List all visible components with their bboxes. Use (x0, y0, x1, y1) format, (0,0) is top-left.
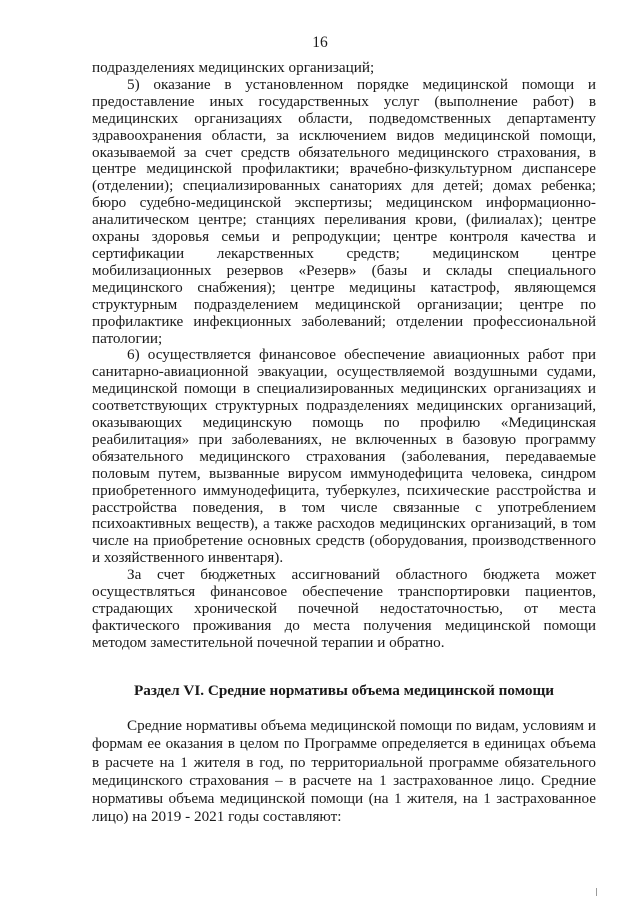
page-number: 16 (312, 34, 328, 51)
section-body (92, 717, 596, 827)
scan-mark (596, 888, 597, 896)
paragraph-transport: За счет бюджетных ассигнований областного бюджета может осуществляться финансовое обеспечение транспортировки пациентов, страдающих хронической почечной недостаточностью, от места фактического проживания до места получения медицинской помощи методом заместительной почечной терапии и обратно. (92, 566, 596, 651)
paragraph-continuation: подразделениях медицинских организаций; (92, 59, 375, 76)
section-paragraph: Средние нормативы объема медицинской помощи по видам, условиям и формам ее оказания в целом по Программе определяется в единицах объема в расчете на 1 жителя в год, по территориальной программе обязательного медицинского страхования – в расчете на 1 застрахованное лицо. Средние нормативы объема медицинской помощи (на 1 жителя, на 1 застрахованное лицо) на 2019 - 2021 годы составляют: (92, 717, 596, 826)
body-text (92, 60, 596, 652)
paragraph-item-6: 6) осуществляется финансовое обеспечение авиационных работ при санитарно-авиационной эвакуации, осуществляемой воздушными судами, медицинской помощи в специализированных медицинских организациях и соответствующих структурных подразделениях медицинских организаций, оказывающих медицинскую помощь по профилю «Медицинская реабилитация» при заболеваниях, не включенных в базовую программу обязательного медицинского страхования (заболевания, передаваемые половым путем, вызванные вирусом иммунодефицита человека, синдром приобретенного иммунодефицита, туберкулез, психические расстройства и расстройства поведения, в том числе связанные с употреблением психоактивных веществ), а также расходов медицинских организаций, в том числе на приобретение основных средств (оборудования, производственного и хозяйственного инвентаря). (92, 346, 596, 567)
paragraph-item-5: 5) оказание в установленном порядке медицинской помощи и предоставление иных государственных услуг (выполнение работ) в медицинских организациях области, подведомственных департаменту здравоохранения области, за исключением видов медицинской помощи, оказываемой за счет средств обязательного медицинского страхования, в центре медицинской профилактики; врачебно-физкультурном диспансере (отделении); специализированных санаториях для детей; домах ребенка; бюро судебно-медицинской экспертизы; медицинском информационно-аналитическом центре; станциях переливания крови, (филиалах); центре охраны здоровья семьи и репродукции; центре контроля качества и сертификации лекарственных средств; медицинском центре мобилизационных резервов «Резерв» (базы и склады специального медицинского снабжения); центре медицины катастроф, являющемся структурным подразделением медицинской организации; центре по профилактике инфекционных заболеваний; отделении профессиональной патологии; (92, 75, 596, 347)
section-heading: Раздел VI. Средние нормативы объема медицинской помощи (133, 682, 555, 699)
